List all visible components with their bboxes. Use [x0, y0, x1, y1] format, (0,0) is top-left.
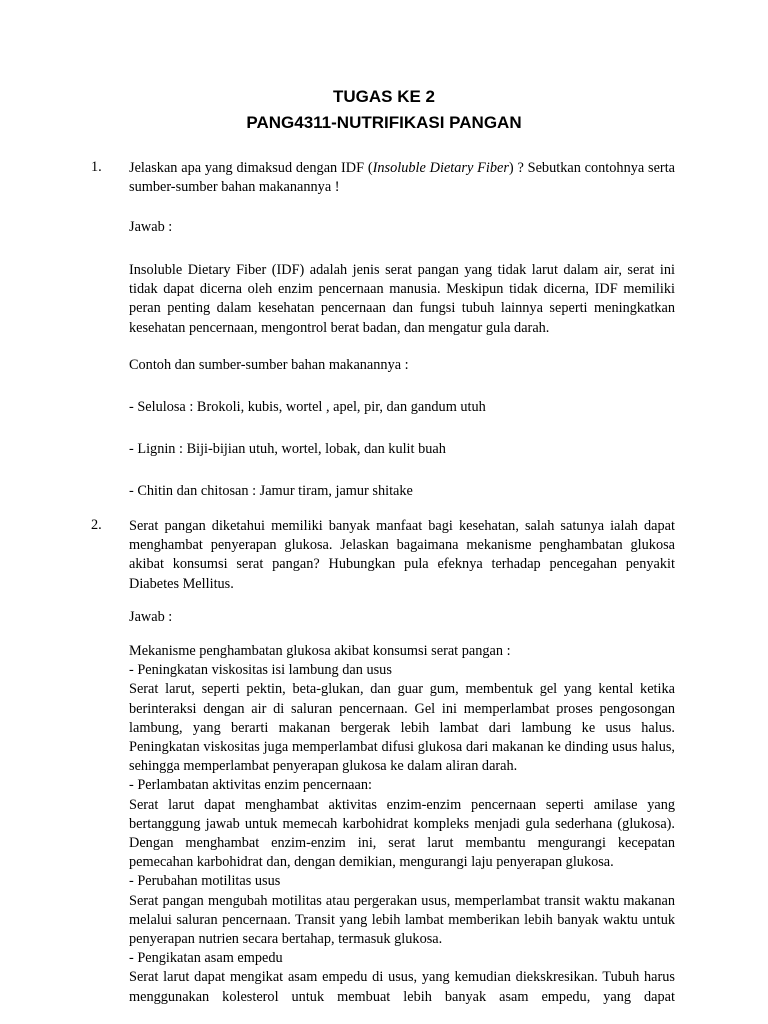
answer-1-label: Jawab : [129, 219, 173, 235]
example-item: - Lignin : Biji-bijian utuh, wortel, lobak, dan kulit buah [129, 441, 446, 457]
question-2-number: 2. [91, 517, 102, 533]
answer-2-label: Jawab : [129, 609, 173, 625]
document-subtitle: PANG4311-NUTRIFIKASI PANGAN [246, 113, 522, 132]
point-text: Serat larut dapat menghambat aktivitas enzim-enzim pencernaan seperti amilase yang bertanggung jawab untuk memecah karbohidrat kompleks menjadi gula sederhana (glukosa). Dengan menghambat enzim-enzim ini, serat larut membantu mengurangi kecepatan pemecahan karbohidrat dan, dengan demikian, mengurangi laju penyerapan glukosa. [129, 796, 675, 871]
point-heading: - Peningkatan viskositas isi lambung dan usus [129, 662, 392, 679]
answer-2-body [129, 642, 675, 1007]
point-text: Serat larut, seperti pektin, beta-glukan, dan guar gum, membentuk gel yang kental ketika berinteraksi dengan air di saluran pencernaan. Gel ini memperlambat proses pengosongan lambung, yang berarti makanan bergerak lebih lambat dari lambung ke usus halus. Peningkatan viskositas juga memperlambat difusi glukosa dari makanan ke dinding usus halus, sehingga memperlambat penyerapan glukosa ke dalam aliran darah. [129, 681, 675, 775]
point-text: Serat pangan mengubah motilitas atau pergerakan usus, memperlambat transit waktu makanan melalui saluran pencernaan. Transit yang lebih lambat memberikan lebih banyak waktu untuk penyerapan nutrien secara bertahap, termasuk glukosa. [129, 892, 675, 948]
question-1-text-italic: Insoluble Dietary Fiber [372, 160, 509, 176]
point-heading: - Perlambatan aktivitas enzim pencernaan: [129, 777, 372, 794]
example-item: - Chitin dan chitosan : Jamur tiram, jamur shitake [129, 483, 413, 499]
answer-1-text: Insoluble Dietary Fiber (IDF) adalah jenis serat pangan yang tidak larut dalam air, serat ini tidak dapat dicerna oleh enzim pencernaan manusia. Meskipun tidak dicerna, IDF memiliki peran penting dalam kesehatan pencernaan dan fungsi tubuh lainnya seperti meningkatkan kesehatan pencernaan, mengontrol berat badan, dan mengatur gula darah. [129, 262, 675, 336]
point-heading: - Perubahan motilitas usus [129, 873, 281, 890]
document-title: TUGAS KE 2 [332, 87, 436, 106]
example-item: - Selulosa : Brokoli, kubis, wortel , apel, pir, dan gandum utuh [129, 399, 486, 415]
question-2-text: Serat pangan diketahui memiliki banyak manfaat bagi kesehatan, salah satunya ialah dapat menghambat penyerapan glukosa. Jelaskan bagaimana mekanisme penghambatan glukosa akibat konsumsi serat pangan? Hubungkan pula efeknya terhadap pencegahan penyakit Diabetes Mellitus. [129, 518, 675, 592]
question-1-number: 1. [91, 159, 102, 175]
question-1-text-post: ) ? Sebutkan contohnya serta sumber-sumber bahan makanannya ! [129, 160, 676, 196]
question-1-text [129, 159, 675, 197]
mechanism-label: Mekanisme penghambatan glukosa akibat konsumsi serat pangan : [129, 643, 511, 659]
point-heading: - Pengikatan asam empedu [129, 950, 283, 967]
point-text: Serat larut dapat mengikat asam empedu di usus, yang kemudian diekskresikan. Tubuh harus menggunakan kolesterol untuk membuat lebih banyak asam empedu, yang dapat [129, 969, 675, 1005]
question-1-text-pre: Jelaskan apa yang dimaksud dengan IDF ( [129, 160, 373, 176]
examples-label: Contoh dan sumber-sumber bahan makanannya : [129, 357, 409, 373]
